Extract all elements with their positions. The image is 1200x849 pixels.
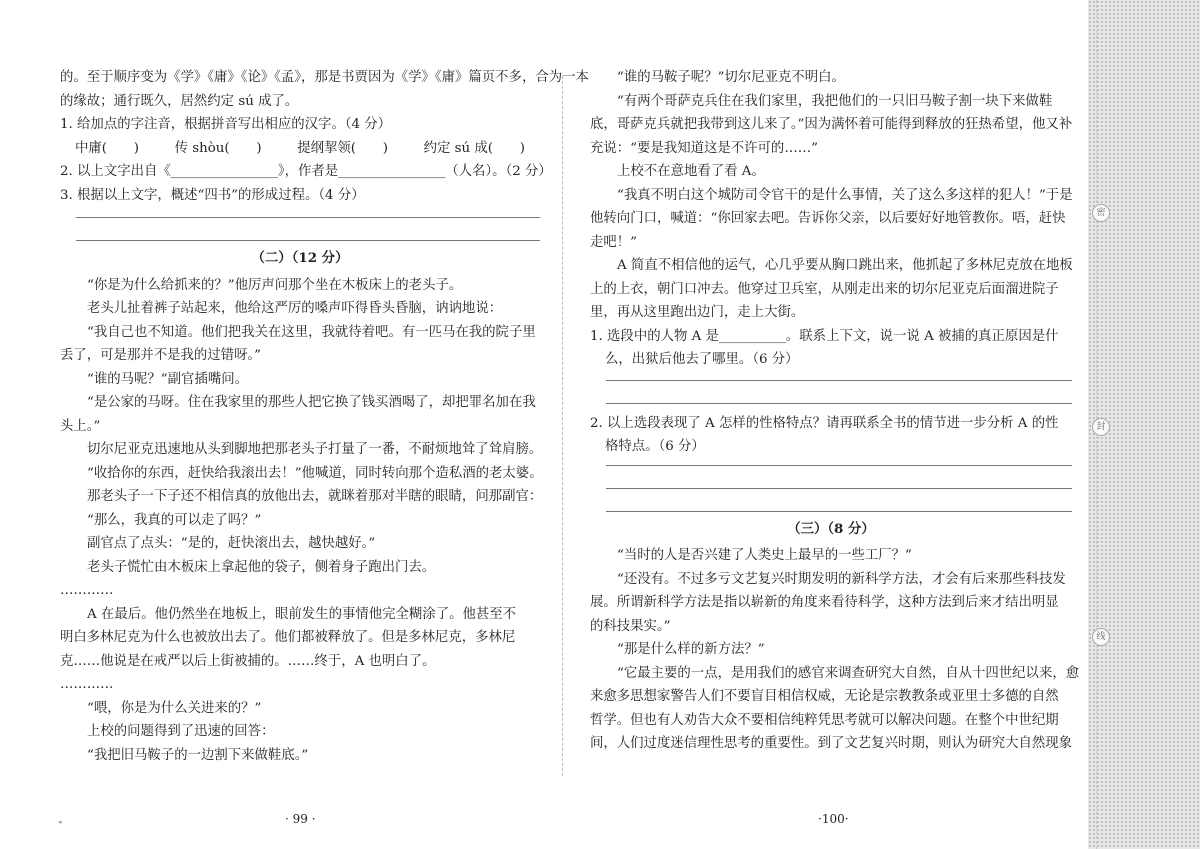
paragraph-line: 充说：“要是我知道这是不许可的……”: [590, 140, 818, 156]
paragraph-line: 老头儿扯着裤子站起来，他给这严厉的嗓声吓得昏头昏脑，讷讷地说：: [87, 301, 503, 316]
paragraph-line: 间，人们过度迷信理性思考的重要性。到了文艺复兴时期，则认为研究大自然现象: [590, 736, 1073, 751]
paragraph-line: A 简直不相信他的运气，心几乎要从胸口跳出来，他抓起了多林尼克放在地板: [617, 258, 1073, 273]
q1-item[interactable]: 提纲挈领( ): [297, 140, 388, 156]
paragraph-line: 上校不在意地看了看 A。: [617, 164, 765, 179]
section-2-body-b: [60, 603, 540, 674]
paragraph-line: “那是什么样的新方法？”: [617, 642, 765, 657]
paragraph-line: “收拾你的东西，赶快给我滚出去！”他喊道，同时转向那个造私酒的老太婆。: [87, 465, 543, 481]
paragraph-line: 底，哥萨克兵就把我带到这儿来了。”因为满怀着可能得到释放的狂热希望，他又补: [590, 117, 1073, 132]
paragraph-line: 来愈多思想家警告人们不要盲目相信权威，无论是宗教教条或亚里士多德的自然: [590, 689, 1059, 704]
ellipsis-divider: …………: [60, 583, 114, 598]
paragraph-line: 哲学。但也有人劝告大众不要相信纯粹凭思考就可以解决问题。在整个中世纪期: [590, 712, 1059, 728]
paragraph-line: “有两个哥萨克兵住在我们家里，我把他们的一只旧马鞍子割一块下来做鞋: [617, 93, 1053, 109]
paragraph-line: “当时的人是否兴建了人类史上最早的一些工厂？”: [617, 548, 912, 563]
left-page: [60, 66, 589, 767]
paragraph-line: 丢了，可是那并不是我的过错呀。”: [60, 348, 262, 363]
right-question-1: 1. 选段中的人物 A 是__________。联系上下文，说一说 A 被捕的真正原因是什: [590, 328, 1059, 344]
page-divider: [562, 76, 563, 776]
line-mark: 线: [1092, 628, 1110, 646]
q1-item[interactable]: 传 shòu( ): [174, 140, 262, 156]
question-1-items: [60, 137, 540, 161]
right-question-2-cont: 格特点。（6 分）: [605, 439, 705, 454]
intro-line-1: 的。至于顺序变为《学》《庸》《论》《孟》，那是书贾因为《学》《庸》篇页不多，合为一本: [60, 70, 589, 85]
paragraph-line: 走吧！”: [590, 234, 638, 250]
right-passage: [590, 66, 1072, 325]
paragraph-line: “那么，我真的可以走了吗？”: [87, 512, 262, 528]
paragraph-line: “我真不明白这个城防司令官干的是什么事情，关了这么多这样的犯人！”于是: [617, 187, 1073, 203]
paragraph-line: 他转向门口，喊道：“你回家去吧。告诉你父亲，以后要好好地管教你。唔，赶快: [590, 211, 1066, 226]
paragraph-line: 里，再从这里跑出边门，走上大街。: [590, 305, 805, 320]
paragraph-line: 头上。”: [60, 418, 101, 434]
paragraph-line: “你是为什么给抓来的？”他厉声问那个坐在木板床上的老头子。: [87, 277, 463, 293]
paragraph: 上校的问题得到了迅速的回答：: [87, 724, 275, 739]
paragraph-line: “还没有。不过多亏文艺复兴时期发明的新科学方法，才会有后来那些科技发: [617, 571, 1066, 587]
page-number-right: ·100·: [818, 812, 849, 826]
right-page: [590, 66, 1080, 756]
paragraph-line: 切尔尼亚克迅速地从头到脚地把那老头子打量了一番，不耐烦地耸了耸肩膀。: [87, 442, 543, 457]
paragraph-line: “是公家的马呀。住在我家里的那些人把它换了钱买酒喝了，却把罪名加在我: [87, 395, 536, 410]
q1-item[interactable]: 约定 sú 成( ): [423, 140, 525, 156]
paragraph-line: 的科技果实。”: [590, 618, 671, 634]
paragraph-line: 副官点了点头：“是的，赶快滚出去，越快越好。”: [87, 536, 376, 551]
paragraph-line: 展。所谓新科学方法是指以崭新的角度来看待科学，这种方法到后来才结出明显: [590, 595, 1059, 610]
right-question-2: 2. 以上选段表现了 A 怎样的性格特点？请再联系全书的情节进一步分析 A 的性: [590, 415, 1059, 431]
answer-line[interactable]: [606, 511, 1072, 512]
seal-mark: 密: [1092, 204, 1110, 222]
answer-line[interactable]: [76, 240, 540, 241]
paragraph-line: A 在最后。他仍然坐在地板上，眼前发生的事情他完全糊涂了。他甚至不: [87, 606, 517, 622]
paragraph-line: 老头子慌忙由木板床上拿起他的袋子，侧着身子跑出门去。: [87, 559, 436, 575]
corner-mark: ◂: [58, 818, 62, 826]
paragraph-line: 上的上衣，朝门口冲去。他穿过卫兵室，从刚走出来的切尔尼亚克后面溜进院子: [590, 281, 1059, 297]
intro-line-2: 的缘故；通行既久，居然约定 sú 成了。: [60, 93, 299, 109]
paragraph-line: 那老头子一下子还不相信真的放他出去，就眯着那对半瞎的眼睛，问那副官：: [87, 489, 543, 504]
paragraph-line: “它最主要的一点，是用我们的感官来调查研究大自然，自从十四世纪以来，愈: [617, 665, 1080, 681]
paragraph-line: 克……他说是在戒严以后上街被捕的。……终于，A 也明白了。: [60, 653, 436, 669]
fold-mark: 封: [1092, 418, 1110, 436]
question-2: 2. 以上文字出自《________________》，作者是________________（人名）。（2 分）: [60, 164, 552, 179]
section-2-title: （二）（12 分）: [251, 250, 349, 266]
question-3: 3. 根据以上文字，概述“四书”的形成过程。（4 分）: [60, 187, 365, 203]
q1-item[interactable]: 中庸( ): [75, 140, 140, 156]
section-2-body: [60, 274, 543, 580]
paragraph-line: 明白多林尼克为什么也被放出去了。他们都被释放了。但是多林尼克，多林尼: [60, 630, 516, 645]
page-number-left: · 99 ·: [285, 812, 316, 826]
paragraph-line: “谁的马鞍子呢？”切尔尼亚克不明白。: [617, 70, 845, 85]
ellipsis-divider: …………: [60, 677, 114, 692]
question-1: 1. 给加点的字注音，根据拼音写出相应的汉字。（4 分）: [60, 117, 392, 132]
paragraph: “我把旧马鞍子的一边割下来做鞋底。”: [87, 747, 309, 763]
section-3-body: [590, 544, 1080, 756]
paragraph-line: “我自己也不知道。他们把我关在这里，我就待着吧。有一匹马在我的院子里: [87, 324, 536, 340]
paragraph-line: “谁的马呢？”副官插嘴问。: [87, 371, 248, 387]
paragraph: “喂，你是为什么关进来的？”: [87, 700, 262, 716]
right-question-1-cont: 么，出狱后他去了哪里。（6 分）: [605, 352, 799, 367]
section-3-title: （三）（8 分）: [787, 520, 875, 537]
